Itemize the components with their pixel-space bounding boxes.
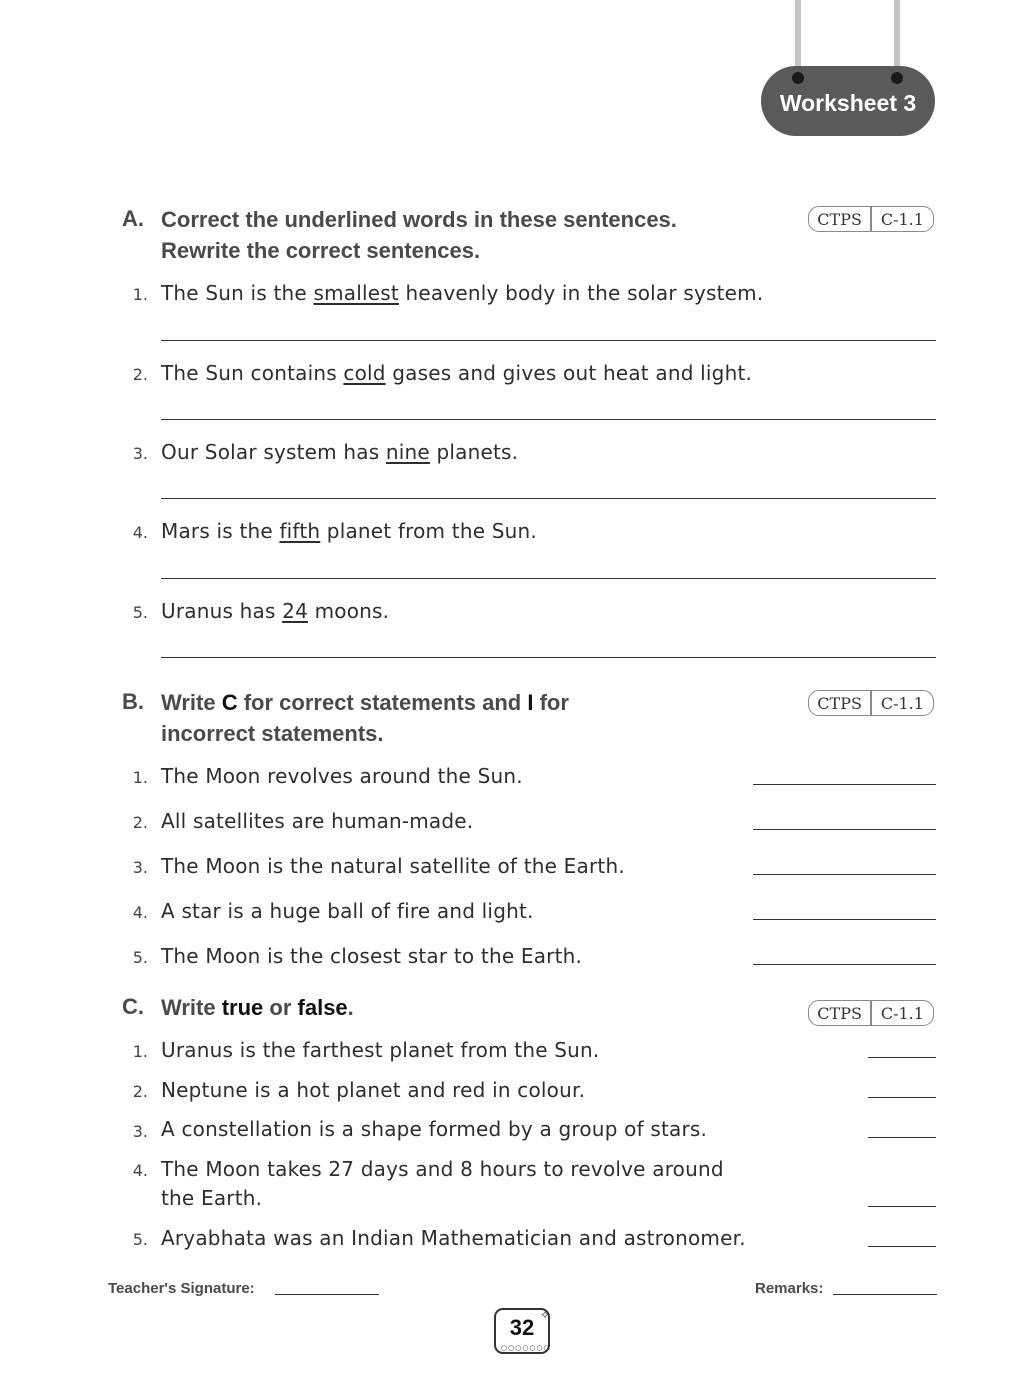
question-text: A constellation is a shape formed by a group of stars. xyxy=(161,1117,708,1141)
section-a-title-line2: Rewrite the correct sentences. xyxy=(161,238,481,263)
question-number: 4. xyxy=(132,1161,148,1180)
ctps-tag-c xyxy=(808,1000,934,1026)
hole-left-icon xyxy=(792,72,804,84)
answer-line[interactable] xyxy=(868,1137,936,1138)
hanger-right xyxy=(894,0,900,72)
section-a-letter: A. xyxy=(122,206,144,231)
ctps-code: C-1.1 xyxy=(880,1003,924,1023)
question-number: 3. xyxy=(132,858,148,877)
ctps-code: C-1.1 xyxy=(880,693,924,713)
question-text: The Sun is the smallest heavenly body in the solar system. xyxy=(161,281,764,305)
section-c-title xyxy=(161,992,354,1023)
answer-line[interactable] xyxy=(161,578,936,579)
section-c-title-line1: Write true or false. xyxy=(161,995,354,1020)
question-number: 2. xyxy=(132,365,148,384)
answer-line[interactable] xyxy=(868,1097,936,1098)
section-b-title-line1: Write C for correct statements and I for xyxy=(161,690,569,715)
section-b-letter: B. xyxy=(122,689,144,714)
answer-line[interactable] xyxy=(161,340,936,341)
hole-right-icon xyxy=(891,72,903,84)
question-text: The Moon takes 27 days and 8 hours to revolve around xyxy=(161,1157,724,1181)
ctps-code: C-1.1 xyxy=(880,209,924,229)
question-text: Uranus is the farthest planet from the Sun. xyxy=(161,1038,600,1062)
page-star-icon: ✧ xyxy=(540,1308,551,1322)
answer-line[interactable] xyxy=(753,874,936,875)
question-text: The Moon is the closest star to the Earth. xyxy=(161,944,583,968)
question-number: 3. xyxy=(132,1122,148,1141)
question-text: Uranus has 24 moons. xyxy=(161,599,390,623)
ctps-label: CTPS xyxy=(817,209,862,229)
hanger-left xyxy=(795,0,801,72)
answer-line[interactable] xyxy=(161,419,936,420)
section-b-title-line2: incorrect statements. xyxy=(161,721,384,746)
question-number: 4. xyxy=(132,903,148,922)
answer-line[interactable] xyxy=(753,829,936,830)
question-text: A star is a huge ball of fire and light. xyxy=(161,899,534,923)
ctps-label: CTPS xyxy=(817,1003,862,1023)
ctps-label: CTPS xyxy=(817,693,862,713)
question-number: 1. xyxy=(132,285,148,304)
answer-line[interactable] xyxy=(868,1206,936,1207)
answer-line[interactable] xyxy=(868,1246,936,1247)
answer-line[interactable] xyxy=(868,1057,936,1058)
remarks-line[interactable] xyxy=(833,1294,937,1295)
question-number: 4. xyxy=(132,523,148,542)
answer-line[interactable] xyxy=(753,964,936,965)
section-a-title-line1: Correct the underlined words in these sentences. xyxy=(161,207,677,232)
question-number: 5. xyxy=(132,948,148,967)
question-text: The Moon revolves around the Sun. xyxy=(161,764,523,788)
question-text: All satellites are human-made. xyxy=(161,809,474,833)
question-text: The Sun contains cold gases and gives out heat and light. xyxy=(161,361,753,385)
answer-line[interactable] xyxy=(161,657,936,658)
question-text: Neptune is a hot planet and red in colour. xyxy=(161,1078,586,1102)
worksheet-badge: Worksheet 3 xyxy=(761,66,935,136)
question-text: Our Solar system has nine planets. xyxy=(161,440,519,464)
question-number: 1. xyxy=(132,1042,148,1061)
question-number: 5. xyxy=(132,603,148,622)
section-b-title xyxy=(161,687,569,749)
question-number: 3. xyxy=(132,444,148,463)
question-number: 1. xyxy=(132,768,148,787)
section-c-letter: C. xyxy=(122,994,144,1019)
question-text: The Moon is the natural satellite of the Earth. xyxy=(161,854,625,878)
remarks-label: Remarks: xyxy=(755,1280,824,1297)
question-text: Aryabhata was an Indian Mathematician and astronomer. xyxy=(161,1226,746,1250)
question-text-continued: the Earth. xyxy=(161,1186,263,1210)
ctps-tag-b xyxy=(808,690,934,716)
question-number: 5. xyxy=(132,1230,148,1249)
answer-line[interactable] xyxy=(753,919,936,920)
page-number: 32 xyxy=(494,1308,550,1354)
ctps-tag-a xyxy=(808,206,934,232)
answer-line[interactable] xyxy=(753,784,936,785)
question-number: 2. xyxy=(132,813,148,832)
section-a-title xyxy=(161,204,677,266)
question-text: Mars is the fifth planet from the Sun. xyxy=(161,519,537,543)
page-dots-icon: ○○○○○○○ xyxy=(501,1344,551,1352)
question-number: 2. xyxy=(132,1082,148,1101)
teacher-signature-label: Teacher's Signature: xyxy=(108,1280,255,1297)
answer-line[interactable] xyxy=(161,498,936,499)
teacher-signature-line[interactable] xyxy=(275,1294,379,1295)
